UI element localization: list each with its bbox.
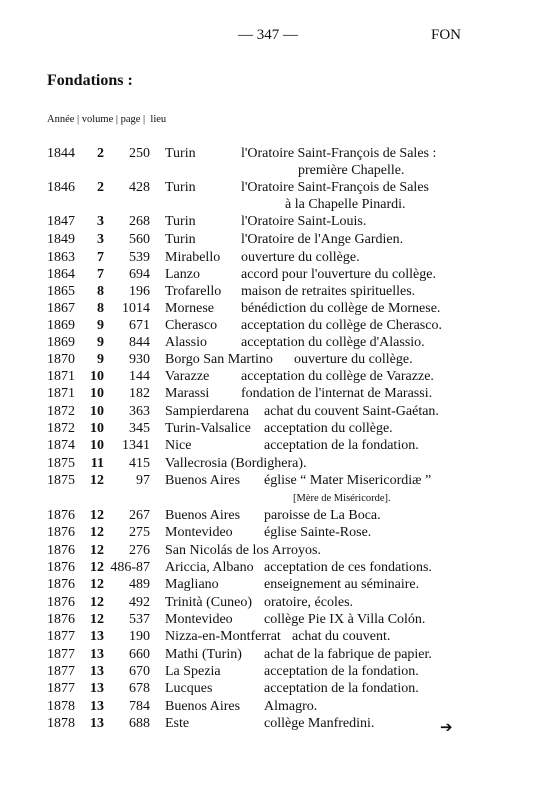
row-volume: 13 bbox=[90, 716, 104, 731]
row-description: l'Oratoire de l'Ange Gardien. bbox=[241, 232, 404, 247]
row-year: 1869 bbox=[47, 318, 75, 333]
row-year: 1877 bbox=[47, 681, 75, 696]
row-description: acceptation du collège de Varazze. bbox=[241, 369, 434, 384]
row-volume: 3 bbox=[97, 232, 104, 247]
row-page: 678 bbox=[129, 681, 150, 696]
row-year: 1869 bbox=[47, 335, 75, 350]
continue-arrow-icon: ➔ bbox=[440, 720, 453, 736]
row-place: Lanzo bbox=[165, 267, 200, 282]
foundation-row bbox=[0, 283, 536, 301]
row-description: paroisse de La Boca. bbox=[264, 508, 381, 523]
row-place: Ariccia, Albano bbox=[165, 560, 254, 575]
row-place: Turin-Valsalice bbox=[165, 421, 251, 436]
foundation-row bbox=[0, 628, 536, 646]
row-place: Cherasco bbox=[165, 318, 218, 333]
row-page: 196 bbox=[129, 284, 150, 299]
row-volume: 7 bbox=[97, 267, 104, 282]
row-year: 1844 bbox=[47, 146, 75, 161]
row-page: 539 bbox=[129, 250, 150, 265]
row-place: Montevideo bbox=[165, 612, 233, 627]
row-description: acceptation de ces fondations. bbox=[264, 560, 432, 575]
row-description: l'Oratoire Saint-François de Sales bbox=[241, 180, 429, 195]
row-volume: 12 bbox=[90, 560, 104, 575]
section-title: Fondations : bbox=[47, 72, 133, 89]
foundation-row bbox=[0, 437, 536, 455]
row-page: 694 bbox=[129, 267, 150, 282]
row-page: 492 bbox=[129, 595, 150, 610]
row-page: 428 bbox=[129, 180, 150, 195]
row-description: achat du couvent Saint-Gaétan. bbox=[264, 404, 439, 419]
row-place: Magliano bbox=[165, 577, 219, 592]
row-volume: 10 bbox=[90, 404, 104, 419]
row-page: 250 bbox=[129, 146, 150, 161]
row-description: achat de la fabrique de papier. bbox=[264, 647, 432, 662]
row-year: 1875 bbox=[47, 473, 75, 488]
row-place: Buenos Aires bbox=[165, 473, 241, 488]
foundation-row bbox=[0, 698, 536, 716]
row-volume: 12 bbox=[90, 612, 104, 627]
row-place: Nice bbox=[165, 438, 192, 453]
row-page: 671 bbox=[129, 318, 150, 333]
row-year: 1877 bbox=[47, 629, 75, 644]
page-number: — 347 — bbox=[238, 27, 298, 43]
foundation-row bbox=[0, 403, 536, 421]
row-description: ouverture du collège. bbox=[294, 352, 413, 367]
foundation-row bbox=[0, 266, 536, 284]
row-page: 190 bbox=[129, 629, 150, 644]
row-description: accord pour l'ouverture du collège. bbox=[241, 267, 436, 282]
row-place: Trofarello bbox=[165, 284, 222, 299]
row-year: 1875 bbox=[47, 456, 75, 471]
row-place: Turin bbox=[165, 214, 196, 229]
row-volume: 13 bbox=[90, 699, 104, 714]
row-description: ouverture du collège. bbox=[241, 250, 360, 265]
foundation-row bbox=[0, 472, 536, 490]
foundation-row bbox=[0, 524, 536, 542]
row-description: acceptation du collège d'Alassio. bbox=[241, 335, 425, 350]
foundation-row bbox=[0, 300, 536, 318]
row-place: Mathi (Turin) bbox=[165, 647, 242, 662]
row-year: 1863 bbox=[47, 250, 75, 265]
foundation-row bbox=[0, 507, 536, 525]
row-volume: 11 bbox=[90, 456, 104, 471]
row-place: Marassi bbox=[165, 386, 210, 401]
row-year: 1878 bbox=[47, 716, 75, 731]
row-place: Turin bbox=[165, 146, 196, 161]
row-page: 97 bbox=[136, 473, 150, 488]
row-page: 670 bbox=[129, 664, 150, 679]
foundation-row bbox=[0, 576, 536, 594]
row-volume: 12 bbox=[90, 543, 104, 558]
row-page: 363 bbox=[129, 404, 150, 419]
row-volume: 12 bbox=[90, 508, 104, 523]
row-description: collège Manfredini. bbox=[264, 716, 375, 731]
row-volume: 8 bbox=[97, 301, 104, 316]
foundation-row bbox=[0, 368, 536, 386]
row-description: église Sainte-Rose. bbox=[264, 525, 372, 540]
row-volume: 9 bbox=[97, 352, 104, 367]
row-description: achat du couvent. bbox=[292, 629, 391, 644]
row-year: 1849 bbox=[47, 232, 75, 247]
row-year: 1871 bbox=[47, 386, 75, 401]
row-place: Turin bbox=[165, 232, 196, 247]
row-description: l'Oratoire Saint-François de Sales : bbox=[241, 146, 437, 161]
row-description-continuation: [Mère de Miséricorde]. bbox=[293, 493, 391, 504]
row-description: acceptation de la fondation. bbox=[264, 664, 419, 679]
row-volume: 13 bbox=[90, 664, 104, 679]
row-page: 560 bbox=[129, 232, 150, 247]
foundation-row bbox=[0, 317, 536, 335]
foundation-row bbox=[0, 145, 536, 163]
row-year: 1876 bbox=[47, 560, 75, 575]
row-place: Buenos Aires bbox=[165, 508, 241, 523]
row-description: fondation de l'internat de Marassi. bbox=[241, 386, 433, 401]
row-page: 660 bbox=[129, 647, 150, 662]
row-description: bénédiction du collège de Mornese. bbox=[241, 301, 441, 316]
row-volume: 2 bbox=[97, 180, 104, 195]
row-page: 1341 bbox=[122, 438, 150, 453]
foundation-row bbox=[0, 680, 536, 698]
row-year: 1876 bbox=[47, 508, 75, 523]
row-description: l'Oratoire Saint-Louis. bbox=[241, 214, 367, 229]
row-description: collège Pie IX à Villa Colón. bbox=[264, 612, 426, 627]
row-year: 1874 bbox=[47, 438, 75, 453]
foundation-row bbox=[0, 231, 536, 249]
row-place: Alassio bbox=[165, 335, 207, 350]
row-volume: 7 bbox=[97, 250, 104, 265]
row-year: 1872 bbox=[47, 421, 75, 436]
row-volume: 12 bbox=[90, 525, 104, 540]
row-year: 1877 bbox=[47, 647, 75, 662]
foundation-row bbox=[0, 420, 536, 438]
row-volume: 9 bbox=[97, 318, 104, 333]
row-volume: 3 bbox=[97, 214, 104, 229]
row-description: enseignement au séminaire. bbox=[264, 577, 420, 592]
row-page: 1014 bbox=[122, 301, 150, 316]
row-page: 537 bbox=[129, 612, 150, 627]
row-description: Almagro. bbox=[264, 699, 318, 714]
row-volume: 10 bbox=[90, 438, 104, 453]
foundation-row bbox=[0, 542, 536, 560]
row-volume: 10 bbox=[90, 386, 104, 401]
row-place: Borgo San Martino bbox=[165, 352, 273, 367]
row-year: 1870 bbox=[47, 352, 75, 367]
row-year: 1876 bbox=[47, 595, 75, 610]
row-year: 1864 bbox=[47, 267, 75, 282]
row-place: Trinità (Cuneo) bbox=[165, 595, 252, 610]
foundation-row bbox=[0, 249, 536, 267]
foundation-row bbox=[0, 663, 536, 681]
foundation-row bbox=[0, 715, 536, 733]
row-year: 1876 bbox=[47, 543, 75, 558]
row-page: 688 bbox=[129, 716, 150, 731]
row-year: 1872 bbox=[47, 404, 75, 419]
row-page: 275 bbox=[129, 525, 150, 540]
row-year: 1876 bbox=[47, 612, 75, 627]
row-place: Mornese bbox=[165, 301, 214, 316]
row-page: 486-87 bbox=[110, 560, 150, 575]
row-volume: 13 bbox=[90, 629, 104, 644]
row-volume: 2 bbox=[97, 146, 104, 161]
row-description-continuation: à la Chapelle Pinardi. bbox=[285, 197, 406, 212]
row-page: 784 bbox=[129, 699, 150, 714]
row-place: Turin bbox=[165, 180, 196, 195]
row-description: maison de retraites spirituelles. bbox=[241, 284, 416, 299]
row-volume: 12 bbox=[90, 595, 104, 610]
foundation-row bbox=[0, 559, 536, 577]
column-headers: Année | volume | page | lieu bbox=[47, 114, 167, 125]
row-description: oratoire, écoles. bbox=[264, 595, 354, 610]
row-volume: 13 bbox=[90, 647, 104, 662]
row-volume: 8 bbox=[97, 284, 104, 299]
row-description: église “ Mater Misericordiæ ” bbox=[264, 473, 432, 488]
foundation-row bbox=[0, 646, 536, 664]
row-page: 844 bbox=[129, 335, 150, 350]
row-volume: 9 bbox=[97, 335, 104, 350]
row-place: Nizza-en-Montferrat bbox=[165, 629, 281, 644]
row-description: acceptation du collège. bbox=[264, 421, 393, 436]
row-description: acceptation de la fondation. bbox=[264, 438, 419, 453]
row-page: 267 bbox=[129, 508, 150, 523]
row-description-continuation: première Chapelle. bbox=[298, 163, 405, 178]
row-place: Varazze bbox=[165, 369, 210, 384]
row-year: 1877 bbox=[47, 664, 75, 679]
foundation-row bbox=[0, 213, 536, 231]
row-volume: 10 bbox=[90, 369, 104, 384]
row-place: La Spezia bbox=[165, 664, 221, 679]
foundation-row bbox=[0, 179, 536, 197]
row-volume: 12 bbox=[90, 577, 104, 592]
foundation-row bbox=[0, 351, 536, 369]
row-year: 1876 bbox=[47, 577, 75, 592]
row-page: 345 bbox=[129, 421, 150, 436]
foundation-row bbox=[0, 385, 536, 403]
row-description: acceptation de la fondation. bbox=[264, 681, 419, 696]
row-page: 144 bbox=[129, 369, 150, 384]
row-year: 1867 bbox=[47, 301, 75, 316]
row-place: Buenos Aires bbox=[165, 699, 241, 714]
row-page: 415 bbox=[129, 456, 150, 471]
running-head: FON bbox=[431, 27, 462, 43]
foundation-row bbox=[0, 334, 536, 352]
foundation-row bbox=[0, 455, 536, 473]
row-page: 930 bbox=[129, 352, 150, 367]
row-place: Mirabello bbox=[165, 250, 221, 265]
row-place: Sampierdarena bbox=[165, 404, 249, 419]
row-volume: 12 bbox=[90, 473, 104, 488]
row-place: San Nicolás de los Arroyos. bbox=[165, 543, 321, 558]
row-year: 1878 bbox=[47, 699, 75, 714]
row-year: 1865 bbox=[47, 284, 75, 299]
row-place: Lucques bbox=[165, 681, 213, 696]
row-volume: 10 bbox=[90, 421, 104, 436]
foundation-row bbox=[0, 594, 536, 612]
row-year: 1847 bbox=[47, 214, 75, 229]
row-page: 276 bbox=[129, 543, 150, 558]
row-page: 182 bbox=[129, 386, 150, 401]
row-volume: 13 bbox=[90, 681, 104, 696]
row-place: Montevideo bbox=[165, 525, 233, 540]
row-place: Este bbox=[165, 716, 190, 731]
foundation-row bbox=[0, 611, 536, 629]
row-description: acceptation du collège de Cherasco. bbox=[241, 318, 442, 333]
row-page: 268 bbox=[129, 214, 150, 229]
row-year: 1846 bbox=[47, 180, 75, 195]
row-place: Vallecrosia (Bordighera). bbox=[165, 456, 307, 471]
row-year: 1876 bbox=[47, 525, 75, 540]
row-page: 489 bbox=[129, 577, 150, 592]
row-year: 1871 bbox=[47, 369, 75, 384]
